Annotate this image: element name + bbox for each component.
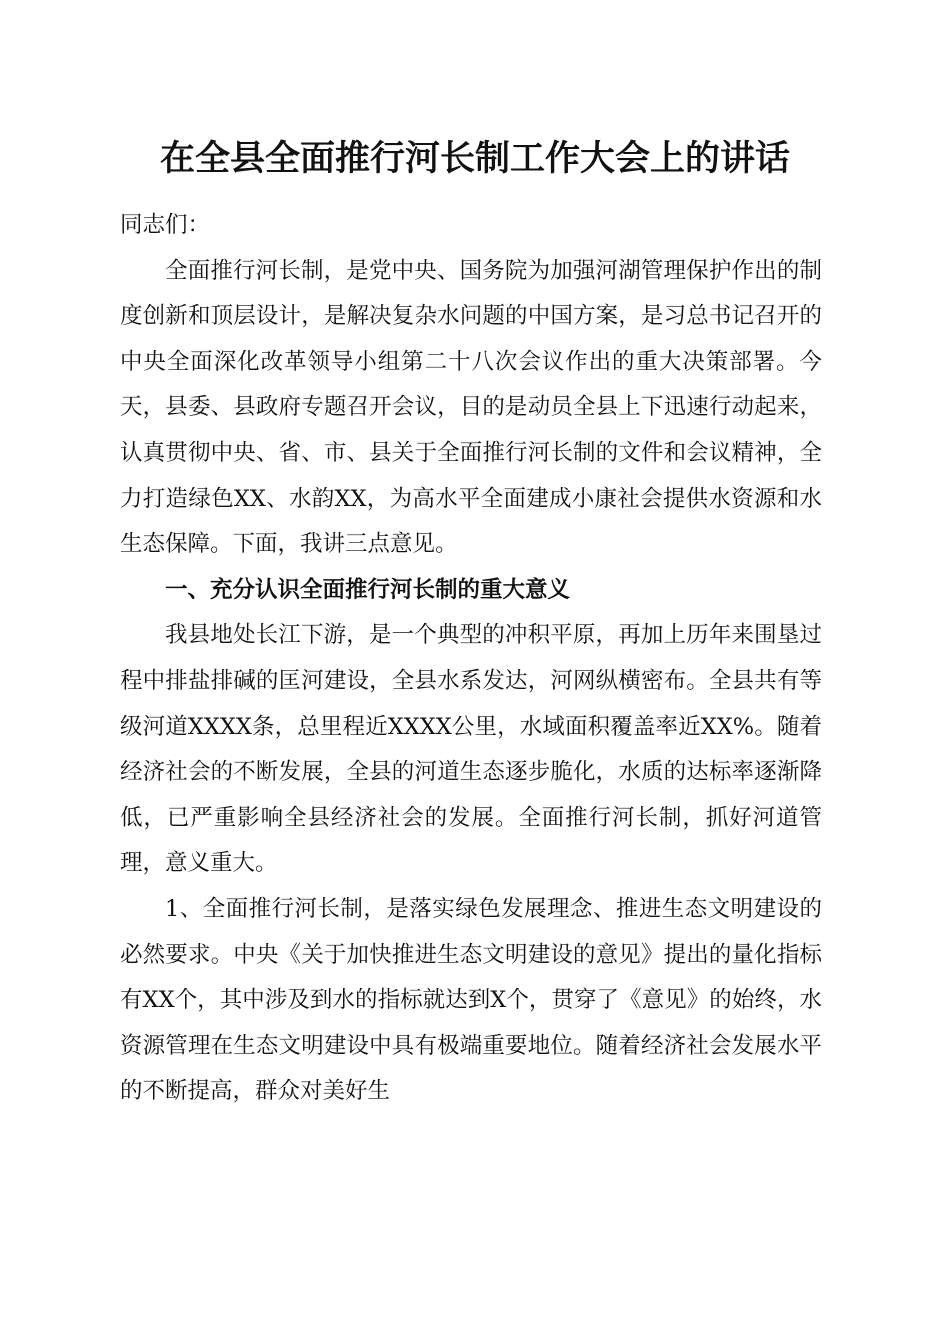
salutation: 同志们：	[120, 212, 211, 238]
section-heading-1: 一、充分认识全面推行河长制的重大意义	[165, 576, 571, 603]
section1-paragraph: 1、全面推行河长制，是落实绿色发展理念、推进生态文明建设的必然要求。中央《关于加快推进生态文明建设的意见》提出的量化指标有XX个，其中涉及到水的指标就达到X个，贯穿了《意见》的始终，水资源管理在生态文明建设中具有极端重要地位。随着经济社会发展水平的不断提高，群众对美好生	[120, 895, 822, 1105]
document-title: 在全县全面推行河长制工作大会上的讲话	[159, 139, 790, 179]
section1-paragraph: 我县地处长江下游，是一个典型的冲积平原，再加上历年来围垦过程中排盐排碱的匡河建设，全县水系发达，河网纵横密布。全县共有等级河道XXXX条，总里程近XXXX公里，水域面积覆盖率近XX%。随着经济社会的不断发展，全县的河道生态逐步脆化，水质的达标率逐渐降低，已严重影响全县经济社会的发展。全面推行河长制，抓好河道管理，意义重大。	[120, 622, 822, 877]
intro-paragraph: 全面推行河长制，是党中央、国务院为加强河湖管理保护作出的制度创新和顶层设计，是解决复杂水问题的中国方案，是习总书记召开的中央全面深化改革领导小组第二十八次会议作出的重大决策部署。今天，县委、县政府专题召开会议，目的是动员全县上下迅速行动起来，认真贯彻中央、省、市、县关于全面推行河长制的文件和会议精神，全力打造绿色XX、水韵XX，为高水平全面建成小康社会提供水资源和水生态保障。下面，我讲三点意见。	[120, 257, 822, 558]
document-body	[120, 203, 822, 1115]
